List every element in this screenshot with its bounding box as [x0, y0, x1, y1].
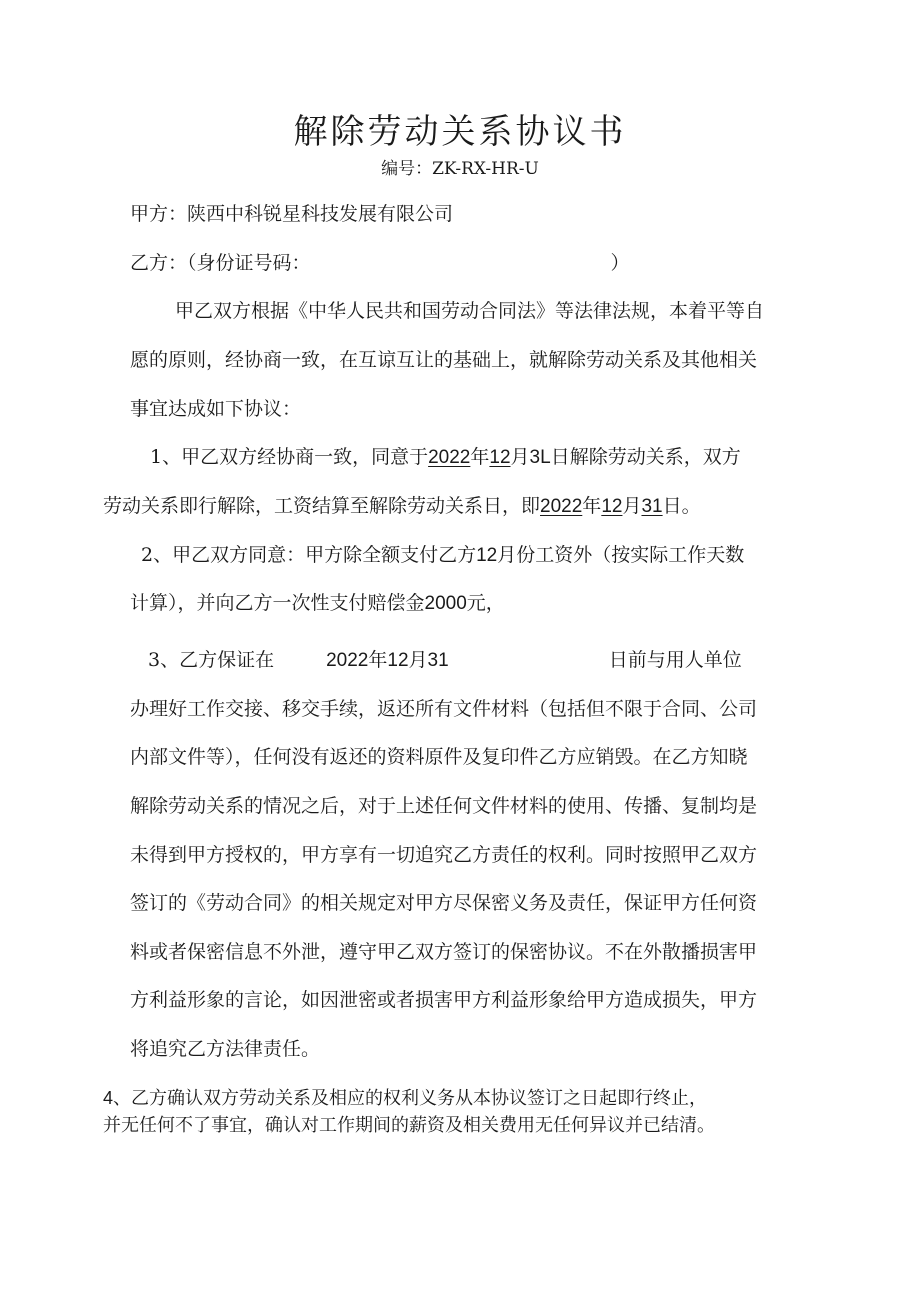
clause1-text: 1、甲乙双方经协商一致，同意于 [150, 446, 429, 468]
clause1-line2-end: 日。 [662, 495, 701, 517]
clause4-line2: 并无任何不了事宜，确认对工作期间的薪资及相关费用无任何异议并已结清。 [103, 1115, 715, 1136]
clause2-line1 [141, 543, 744, 568]
clause1-line2-text: 劳动关系即行解除，工资结算至解除劳动关系日，即 [103, 495, 541, 517]
clause3-day: 31 [427, 650, 449, 671]
clause3-month: 12 [387, 650, 409, 671]
intro-line-3: 事宜达成如下协议： [130, 398, 302, 420]
party-b-close: ） [610, 252, 630, 274]
clause1-line2-year-unit: 年 [582, 495, 602, 517]
party-b-label: 乙方：（身份证号码： [130, 252, 311, 274]
intro-line-2: 愿的原则，经协商一致，在互谅互让的基础上，就解除劳动关系及其他相关 [130, 349, 758, 371]
clause3-year: 2022 [326, 650, 369, 671]
clause3-text-end: 日前与用人单位 [608, 649, 742, 671]
clause1-line2 [103, 494, 701, 519]
party-a-line: 甲方：陕西中科锐星科技发展有限公司 [130, 203, 454, 225]
clause1-line2-year: 2022 [540, 496, 583, 517]
clause1-line1 [150, 445, 741, 470]
clause2-line2-end: 元， [466, 592, 505, 614]
clause3-line: 料或者保密信息不外泄，遵守甲乙双方签订的保密协议。不在外散播损害甲 [130, 941, 758, 963]
intro-line-1: 甲乙双方根据《中华人民共和国劳动合同法》等法律法规，本着平等自 [175, 300, 765, 322]
clause1-text-end: 日解除劳动关系，双方 [550, 446, 741, 468]
clause3-month-unit: 月 [408, 649, 428, 671]
clause3-line: 解除劳动关系的情况之后，对于上述任何文件材料的使用、传播、复制均是 [130, 795, 758, 817]
clause1-month-unit: 月 [510, 446, 530, 468]
clause3-text: 3、乙方保证在 [148, 649, 275, 671]
clause2-line2 [130, 591, 505, 616]
clause4-number: 4 [103, 1088, 114, 1108]
clause1-year-unit: 年 [470, 446, 490, 468]
clause1-day: 3L [529, 447, 551, 468]
clause4-line1 [103, 1086, 707, 1111]
clause1-line2-month-unit: 月 [622, 495, 642, 517]
clause1-line2-day: 31 [641, 496, 663, 517]
clause3-line: 签订的《劳动合同》的相关规定对甲方尽保密义务及责任，保证甲方任何资 [130, 892, 758, 914]
clause3-line: 将追究乙方法律责任。 [130, 1038, 321, 1060]
clause3-line: 内部文件等），任何没有返还的资料原件及复印件乙方应销毁。在乙方知晓 [130, 746, 748, 768]
clause4-text: 、乙方确认双方劳动关系及相应的权利义务从本协议签订之日起即行终止， [113, 1088, 708, 1109]
clause2-text: 2、甲乙双方同意：甲方除全额支付乙方 [141, 544, 477, 566]
clause3-line: 办理好工作交接、移交手续，返还所有文件材料（包括但不限于合同、公司 [130, 698, 758, 720]
clause2-text-end: 月份工资外（按实际工作天数 [497, 544, 745, 566]
clause3-line: 未得到甲方授权的，甲方享有一切追究乙方责任的权利。同时按照甲乙双方 [130, 844, 758, 866]
clause1-month: 12 [489, 447, 511, 468]
clause2-line2-text: 计算），并向乙方一次性支付赔偿金 [130, 592, 425, 614]
document-number: 编号：ZK-RX-HR-U [381, 159, 539, 179]
clause3-line1 [148, 648, 742, 673]
document-title: 解除劳动关系协议书 [293, 112, 627, 152]
clause3-line: 方利益形象的言论，如因泄密或者损害甲方利益形象给甲方造成损失，甲方 [130, 989, 758, 1011]
clause2-amount: 2000 [424, 593, 467, 614]
clause3-year-unit: 年 [368, 649, 388, 671]
party-b-line [130, 251, 630, 275]
clause1-year: 2022 [428, 447, 471, 468]
clause2-month-number: 12 [476, 545, 498, 566]
clause1-line2-month: 12 [601, 496, 623, 517]
